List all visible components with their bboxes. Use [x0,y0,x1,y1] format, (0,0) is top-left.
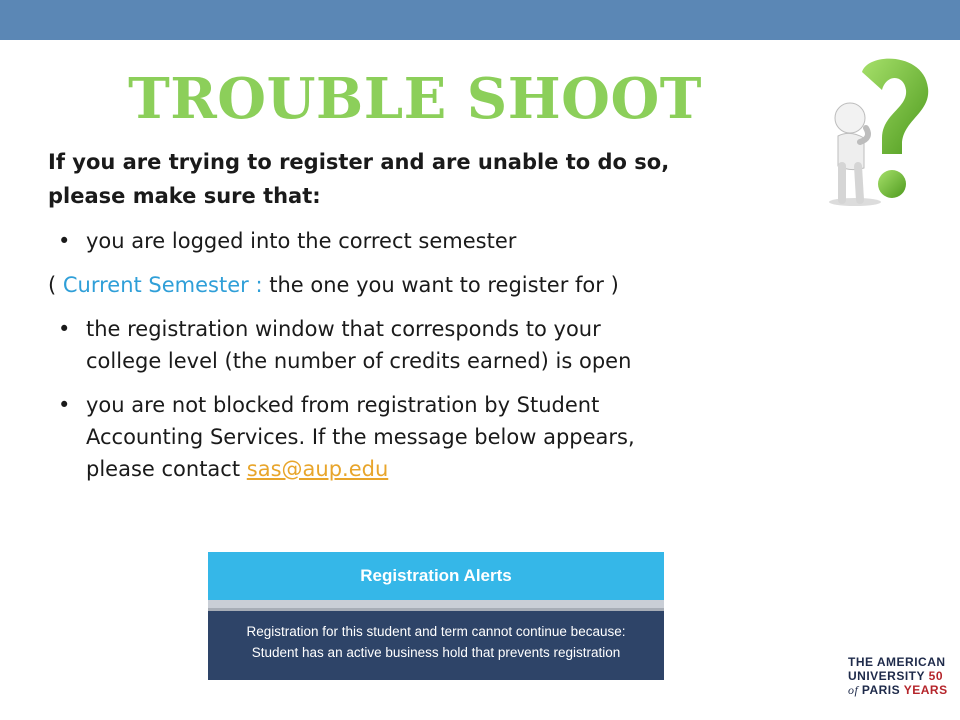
logo-the: THE [848,655,877,669]
alert-line-1: Registration for this student and term cannot continue because: [246,624,626,639]
alert-separator [208,600,664,611]
bullet-text-line-2: college level (the number of credits earned) is open [86,349,632,373]
logo-of: of [848,683,862,697]
alert-message [208,611,664,663]
logo-university: UNIVERSITY [848,669,929,683]
bullet-item-window [48,313,828,377]
logo-fifty: 50 [928,669,943,683]
bullet-text-line-2: Accounting Services. If the message below appears, [86,425,635,449]
slide-content [48,145,828,497]
bullet-text: you are logged into the correct semester [86,229,517,253]
bullet-text-line-1: the registration window that corresponds to your [86,317,601,341]
semester-note [48,269,828,301]
bullet-dot: • [58,393,71,417]
bullet-dot: • [58,317,71,341]
slide-title: TROUBLE SHOOT [128,66,702,132]
logo-american: AMERICAN [876,655,946,669]
lead-text [48,145,828,213]
contact-prefix: please contact [86,457,247,481]
bullet-dot: • [58,229,71,253]
lead-line-1: If you are trying to register and are unable to do so, [48,150,670,174]
lead-line-2: please make sure that: [48,184,321,208]
current-semester-label: Current Semester : [62,273,263,297]
bullet-text-line-1: you are not blocked from registration by Student [86,393,600,417]
top-accent-bar [0,0,960,40]
sas-email-link[interactable]: sas@aup.edu [246,457,389,481]
paren-open: ( [48,273,63,297]
registration-alerts-screenshot [208,552,664,680]
logo-line-1 [848,655,946,669]
bullet-item-semester [48,225,828,257]
logo-paris: PARIS [861,683,904,697]
logo-line-3 [848,683,948,697]
university-logo [848,655,948,700]
alert-header: Registration Alerts [208,552,664,600]
logo-years: YEARS [903,683,948,697]
bullet-item-blocked [48,389,828,485]
logo-line-2 [848,669,943,683]
semester-note-text: the one you want to register for ) [262,273,619,297]
bullet-text-line-3 [86,453,828,485]
alert-line-2: Student has an active business hold that prevents registration [251,645,621,660]
question-mark-figure-icon [820,50,940,210]
